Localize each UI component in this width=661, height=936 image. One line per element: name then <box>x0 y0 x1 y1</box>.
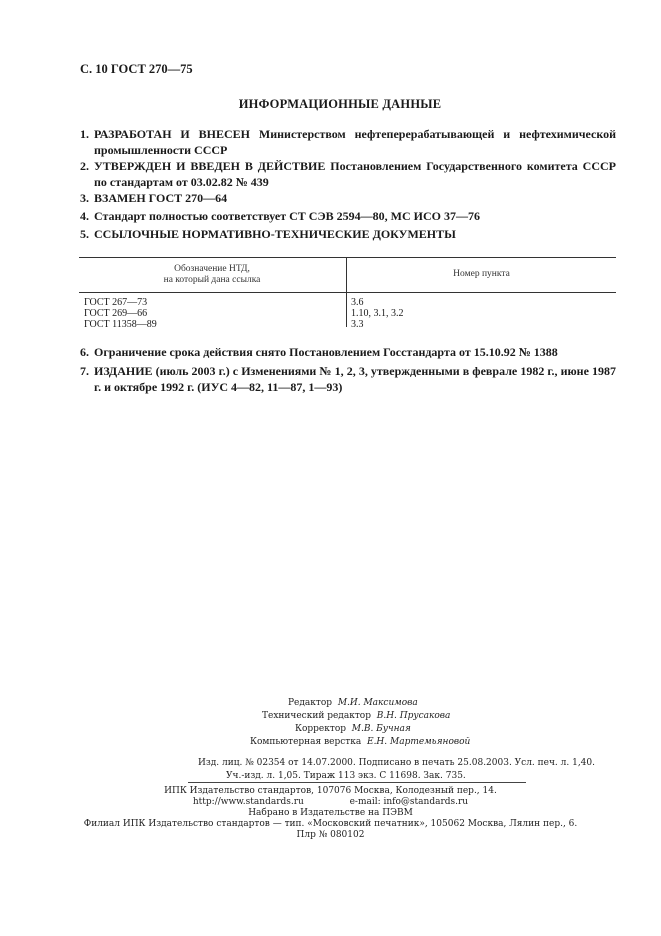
editor-label: Редактор <box>288 698 333 708</box>
doc-cell: ГОСТ 269—66 <box>84 308 148 319</box>
table-body <box>79 293 616 333</box>
editor-name: М.И. Максимова <box>337 698 418 708</box>
reference-table <box>79 257 616 333</box>
header-doc-column <box>79 264 345 286</box>
tech-editor-label: Технический редактор <box>262 711 371 721</box>
table-row <box>79 319 616 330</box>
item-number: 1. <box>80 127 89 141</box>
tech-editor-name: В.Н. Прусакова <box>376 711 451 721</box>
info-item-1 <box>80 127 616 158</box>
item-text: РАЗРАБОТАН И ВНЕСЕН Министерством нефтеперерабатывающей и нефтехимической промышленности СССР <box>94 127 616 157</box>
imprint-line-3: Набрано в Издательстве на ПЭВМ <box>248 808 413 818</box>
item-cell: 3.3 <box>351 319 364 330</box>
item-number: 5. <box>80 227 89 241</box>
item-text: Ограничение срока действия снято Постановлением Госстандарта от 15.10.92 № 1388 <box>94 345 558 359</box>
table-row <box>79 297 616 308</box>
info-item-7 <box>80 364 616 395</box>
imprint-line-5: Плр № 080102 <box>296 830 365 840</box>
editor-line <box>288 698 418 708</box>
item-text: Стандарт полностью соответствует СТ СЭВ 2594—80, МС ИСО 37—76 <box>94 209 480 223</box>
info-item-6 <box>80 345 616 361</box>
item-number: 2. <box>80 159 89 173</box>
email-address: e-mail: info@standards.ru <box>349 797 469 807</box>
table-header <box>79 257 616 293</box>
publishing-info-line-2: Уч.-изд. л. 1,05. Тираж 113 экз. С 11698. Зак. 735. <box>226 771 466 781</box>
tech-editor-line <box>262 711 450 721</box>
imprint-line-1: ИПК Издательство стандартов, 107076 Москва, Колодезный пер., 14. <box>164 786 497 796</box>
header-doc-line2: на который дана ссылка <box>163 275 261 285</box>
doc-cell: ГОСТ 11358—89 <box>84 319 157 330</box>
item-text: ИЗДАНИЕ (июль 2003 г.) с Изменениями № 1, 2, 3, утвержденными в феврале 1982 г., июне 1987 г. и октябре 1992 г. (ИУС 4—82, 11—87, 1—93) <box>94 364 616 394</box>
imprint-line-4: Филиал ИПК Издательство стандартов — тип. «Московский печатник», 105062 Москва, Лялин пер., 6. <box>83 819 578 829</box>
section-title: ИНФОРМАЦИОННЫЕ ДАННЫЕ <box>238 97 442 111</box>
doc-cell: ГОСТ 267—73 <box>84 297 148 308</box>
info-item-2 <box>80 159 616 190</box>
imprint-line-2 <box>0 797 661 807</box>
item-number: 7. <box>80 364 89 378</box>
item-number: 3. <box>80 191 89 205</box>
table-row <box>79 308 616 319</box>
divider-rule <box>188 782 526 783</box>
item-text: ССЫЛОЧНЫЕ НОРМАТИВНО-ТЕХНИЧЕСКИЕ ДОКУМЕНТЫ <box>94 227 456 241</box>
page-header: С. 10 ГОСТ 270—75 <box>80 62 193 76</box>
item-number: 6. <box>80 345 89 359</box>
item-text: ВЗАМЕН ГОСТ 270—64 <box>94 191 228 205</box>
website-url: http://www.standards.ru <box>192 797 304 807</box>
proofreader-name: М.В. Бучная <box>351 724 411 734</box>
info-item-3 <box>80 191 616 207</box>
layout-name: Е.Н. Мартемьяновой <box>367 737 471 747</box>
item-number: 4. <box>80 209 89 223</box>
header-item-column: Номер пункта <box>453 269 510 279</box>
layout-label: Компьютерная верстка <box>250 737 362 747</box>
info-item-5 <box>80 227 616 243</box>
info-item-4 <box>80 209 616 225</box>
item-cell: 1.10, 3.1, 3.2 <box>351 308 404 319</box>
item-text: УТВЕРЖДЕН И ВВЕДЕН В ДЕЙСТВИЕ Постановлением Государственного комитета СССР по стандартам от 03.02.82 № 439 <box>94 159 616 189</box>
proofreader-label: Корректор <box>295 724 347 734</box>
publishing-info-line-1: Изд. лиц. № 02354 от 14.07.2000. Подписано в печать 25.08.2003. Усл. печ. л. 1,40. <box>198 758 595 768</box>
item-cell: 3.6 <box>351 297 364 308</box>
proofreader-line <box>295 724 411 734</box>
layout-line <box>250 737 470 747</box>
header-doc-line1: Обозначение НТД, <box>174 264 250 274</box>
